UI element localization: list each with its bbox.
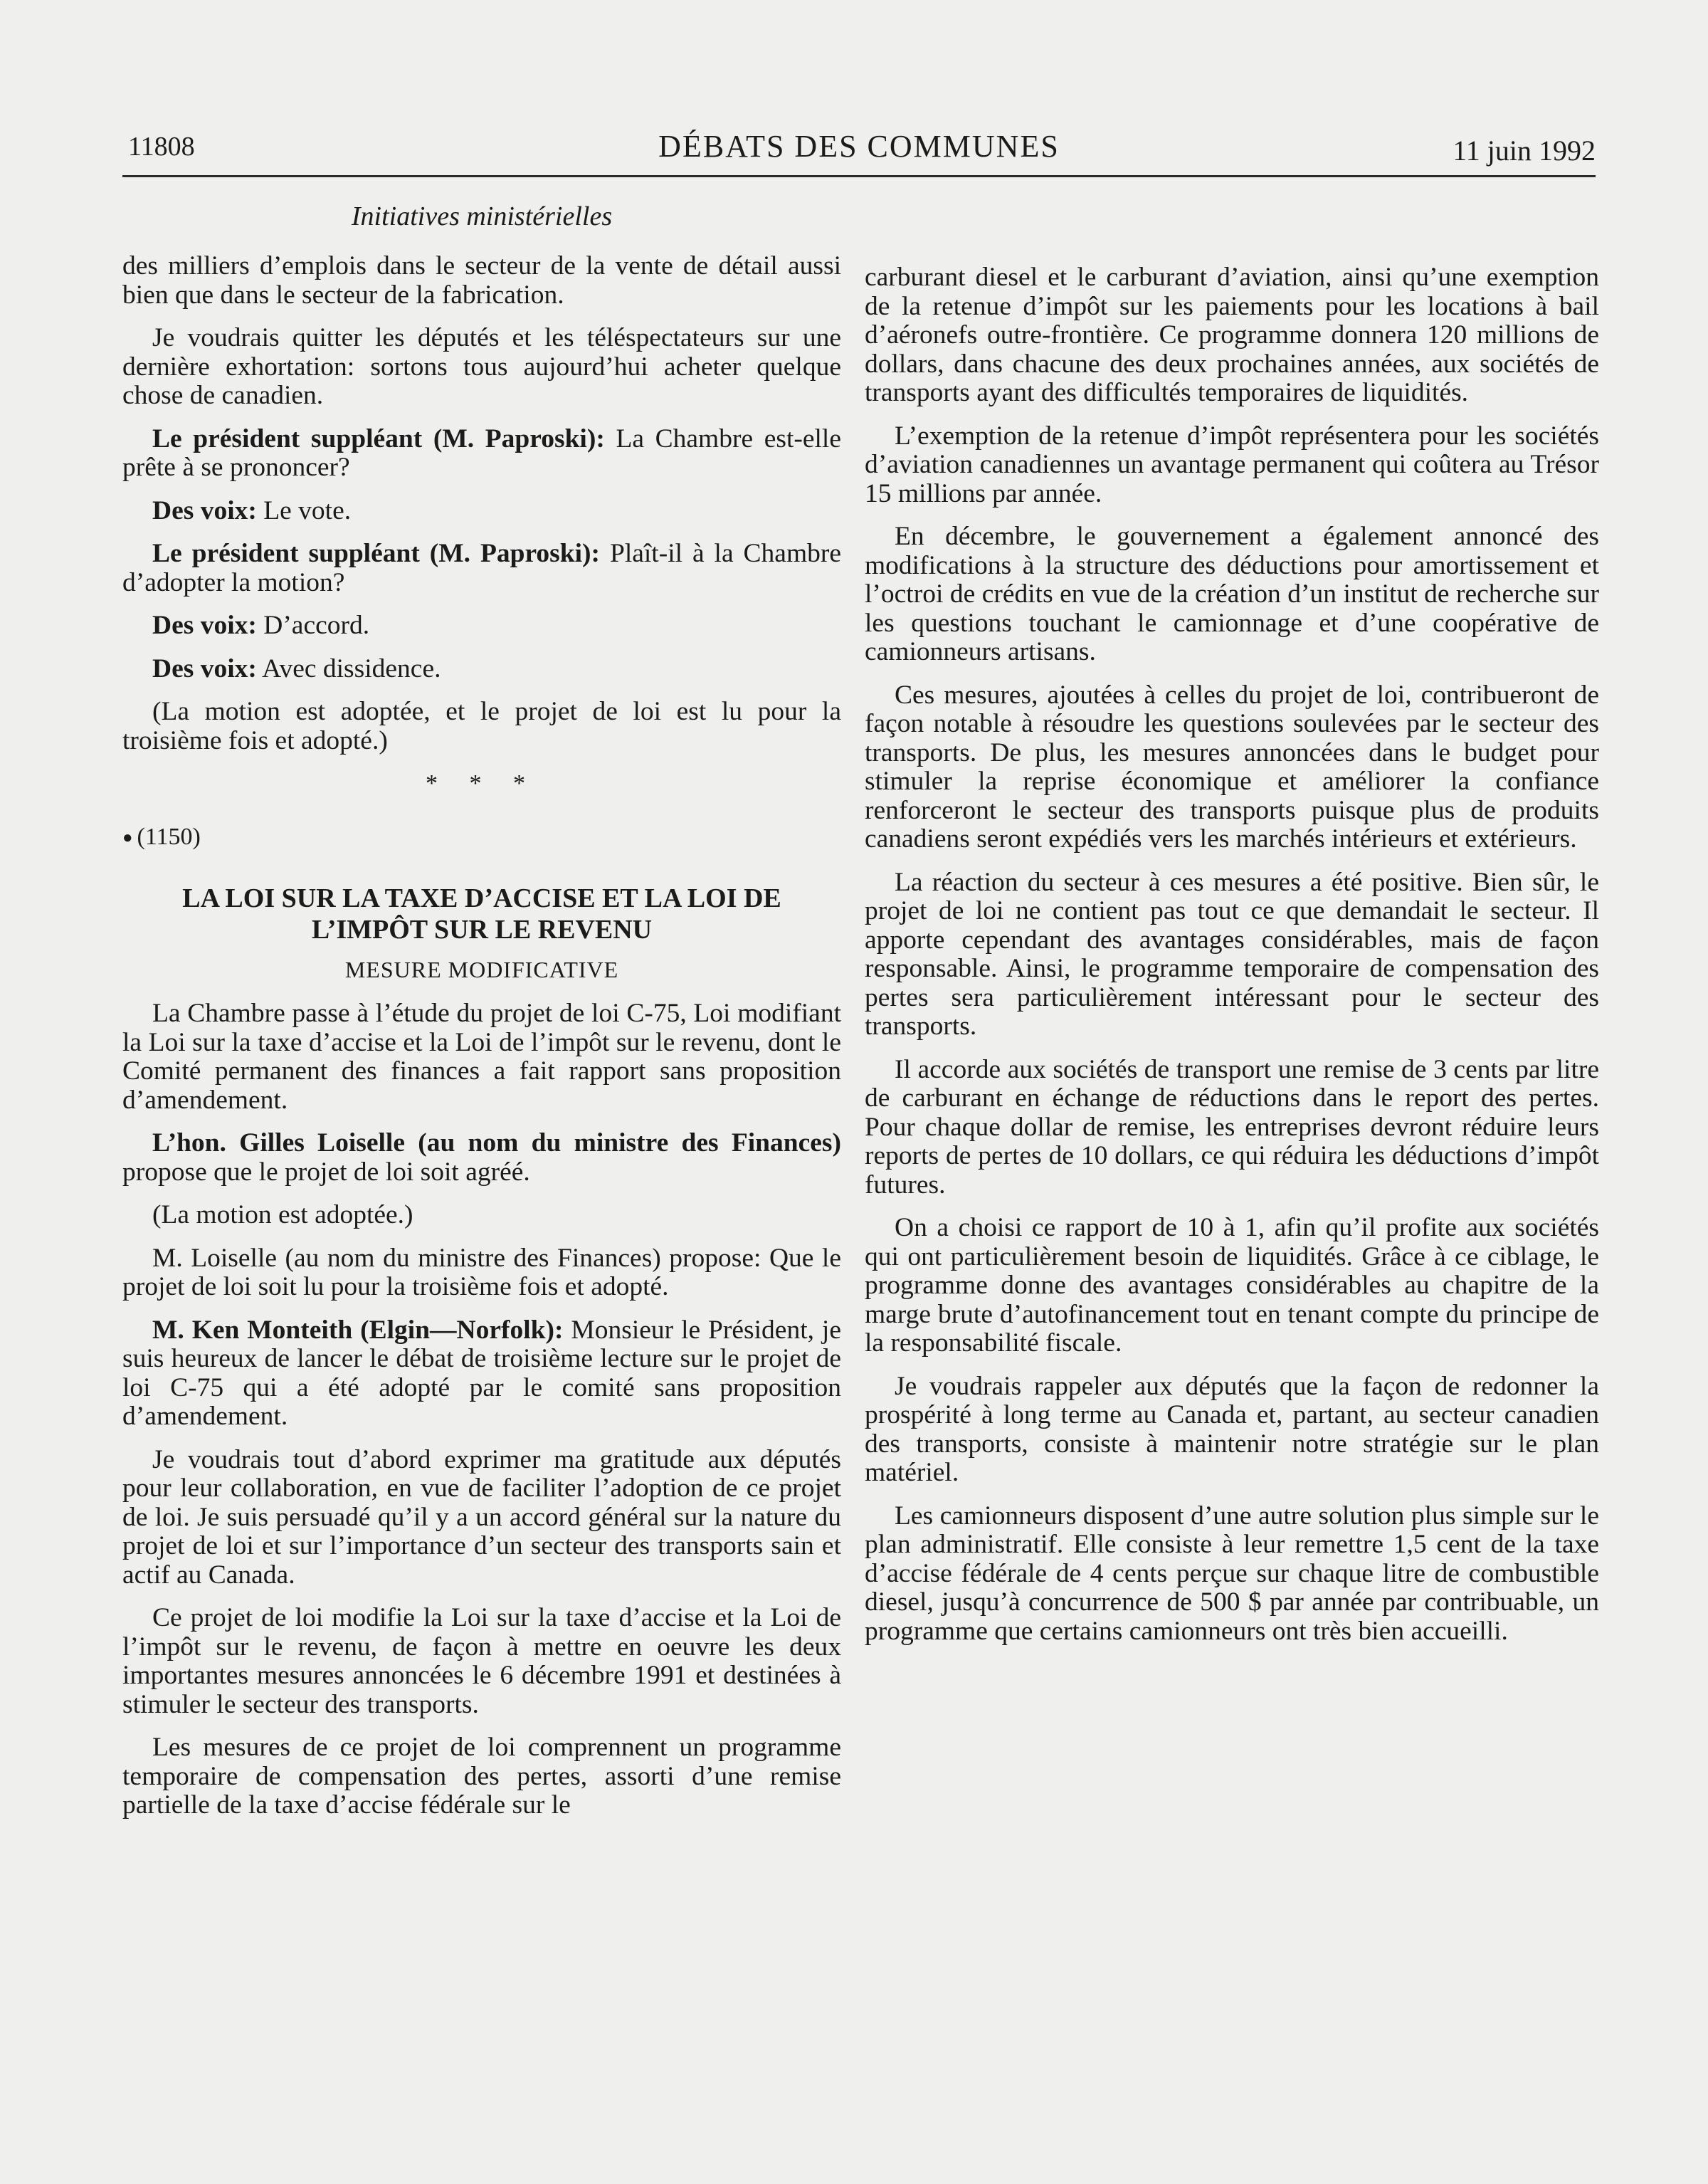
paragraph: Les camionneurs disposent d’une autre solution plus simple sur le plan administratif. Elle consiste à leur remettre 1,5 cent de la taxe d’accise fédérale de 4 cents perçue sur chaque litre de combustible diesel, jusqu’à concurrence de 500 $ par année par contribuable, un programme que certains camionneurs ont très bien accueilli. xyxy=(865,1501,1599,1646)
paragraph: Ce projet de loi modifie la Loi sur la taxe d’accise et la Loi de l’impôt sur le revenu, de façon à mettre en oeuvre les deux importantes mesures annoncées le 6 décembre 1991 et destinées à stimuler le secteur des transports. xyxy=(122,1603,841,1719)
speaker-name: Des voix: xyxy=(152,495,257,525)
right-column xyxy=(865,263,1599,1660)
speaker-name: Des voix: xyxy=(152,611,257,640)
page-number: 11808 xyxy=(128,132,195,162)
paragraph: Ces mesures, ajoutées à celles du projet de loi, contribueront de façon notable à résoudre les questions soulevées par le secteur des transports. De plus, les mesures annoncées dans le budget pour stimuler la reprise économique et améliorer la confiance renforceront le secteur des transports puisque plus de produits canadiens seront expédiés vers les marchés intérieurs et extérieurs. xyxy=(865,680,1599,854)
section-label: Initiatives ministérielles xyxy=(351,201,613,231)
paragraph: (La motion est adoptée, et le projet de loi est lu pour la troisième fois et adopté.) xyxy=(122,697,841,755)
left-column xyxy=(122,252,841,1834)
speech-text: La Chambre est-elle prête à se prononcer? xyxy=(122,424,841,482)
bullet-icon: ● xyxy=(122,829,133,848)
paragraph: Les mesures de ce projet de loi comprennent un programme temporaire de compensation des pertes, assorti d’une remise partielle de la taxe d’accise fédérale sur le xyxy=(122,1733,841,1820)
paragraph: La réaction du secteur à ces mesures a été positive. Bien sûr, le projet de loi ne contient pas tout ce que demandait le secteur. Il apporte cependant des avantages considérables, mais de façon responsable. Ainsi, le programme temporaire de compensation des pertes sera particulièrement intéressant pour le secteur des transports. xyxy=(865,867,1599,1041)
paragraph: des milliers d’emplois dans le secteur de la vente de détail aussi bien que dans le secteur de la fabrication. xyxy=(122,251,841,310)
paragraph: Je voudrais rappeler aux députés que la façon de redonner la prospérité à long terme au Canada et, partant, au secteur canadien des transports, consiste à maintenir notre stratégie sur le plan matériel. xyxy=(865,1371,1599,1487)
page-date: 11 juin 1992 xyxy=(1453,135,1596,167)
page-header xyxy=(122,125,1596,177)
paragraph: M. Loiselle (au nom du ministre des Finances) propose: Que le projet de loi soit lu pour la troisième fois et adopté. xyxy=(122,1243,841,1302)
speech-text: Monsieur le Président, je suis heureux de lancer le débat de troisième lecture sur le projet de loi C-75 qui a été adopté par le comité sans proposition d’amendement. xyxy=(122,1315,841,1432)
speech-text: Le vote. xyxy=(256,495,352,525)
bill-title: LA LOI SUR LA TAXE D’ACCISE ET LA LOI DE L’IMPÔT SUR LE REVENU xyxy=(182,883,781,945)
paragraph: carburant diesel et le carburant d’aviation, ainsi qu’une exemption de la retenue d’impôt sur les paiements pour les locations à bail d’aéronefs outre-frontière. Ce programme donnera 120 millions de dollars, dans chacune des deux prochaines années, aux sociétés de transports ayant des difficultés temporaires de liquidités. xyxy=(865,263,1599,407)
speaker-name: Des voix: xyxy=(152,653,257,683)
bill-subtitle: MESURE MODIFICATIVE xyxy=(344,956,619,982)
paragraph: Je voudrais quitter les députés et les téléspectateurs sur une dernière exhortation: sortons tous aujourd’hui acheter quelque chose de canadien. xyxy=(122,323,841,410)
speaker-name: L’hon. Gilles Loiselle (au nom du ministre des Finances) xyxy=(152,1128,841,1158)
speech-paragraph xyxy=(122,540,841,597)
speech-paragraph xyxy=(122,497,841,526)
paragraph: L’exemption de la retenue d’impôt représentera pour les sociétés d’aviation canadiennes un avantage permanent qui coûtera au Trésor 15 millions par année. xyxy=(865,421,1599,508)
speech-text: propose que le projet de loi soit agréé. xyxy=(122,1157,530,1187)
speech-text: Plaît-il à la Chambre d’adopter la motion? xyxy=(122,539,841,597)
speaker-name: M. Ken Monteith (Elgin—Norfolk): xyxy=(152,1315,564,1345)
paragraph: Je voudrais tout d’abord exprimer ma gratitude aux députés pour leur collaboration, en vue de faciliter l’adoption de ce projet de loi. Je suis persuadé qu’il y a un accord général sur la nature du projet de loi et sur l’importance d’un secteur des transports sain et actif au Canada. xyxy=(122,1444,841,1590)
time-marker xyxy=(122,823,841,853)
paragraph: En décembre, le gouvernement a également annoncé des modifications à la structure des déductions pour amortissement et l’octroi de crédits en vue de la création d’un institut de recherche sur les questions touchant le camionnage et d’une coopérative de camionneurs artisans. xyxy=(865,522,1599,666)
paragraph: (La motion est adoptée.) xyxy=(152,1200,413,1230)
speaker-name: Le président suppléant (M. Paproski): xyxy=(152,539,601,568)
speech-paragraph xyxy=(122,1316,841,1432)
paragraph: Il accorde aux sociétés de transport une remise de 3 cents par litre de carburant en échange de réductions dans le report des pertes. Pour chaque dollar de remise, les entreprises devront réduire leurs reports de pertes de 10 dollars, ce qui réduira les déductions d’impôt futures. xyxy=(865,1054,1599,1199)
paragraph: On a choisi ce rapport de 10 à 1, afin qu’il profite aux sociétés qui ont particulièrement besoin de liquidités. Grâce à ce ciblage, le programme donne des avantages considérables au chapitre de la marge brute d’autofinancement tout en tenant compte du principe de la responsabilité fiscale. xyxy=(865,1213,1599,1358)
speech-text: Avec dissidence. xyxy=(256,653,441,683)
section-separator: * * * xyxy=(426,770,538,797)
speaker-name: Le président suppléant (M. Paproski): xyxy=(152,424,605,453)
speech-paragraph xyxy=(122,425,841,483)
journal-title: DÉBATS DES COMMUNES xyxy=(658,129,1060,164)
time-text: (1150) xyxy=(137,823,201,850)
paragraph: La Chambre passe à l’étude du projet de loi C-75, Loi modifiant la Loi sur la taxe d’accise et la Loi de l’impôt sur le revenu, dont le Comité permanent des finances a fait rapport sans proposition d’amendement. xyxy=(122,999,841,1115)
speech-text: D’accord. xyxy=(256,611,370,640)
speech-paragraph xyxy=(122,1129,841,1187)
speech-paragraph xyxy=(122,655,841,684)
speech-paragraph xyxy=(122,611,841,641)
